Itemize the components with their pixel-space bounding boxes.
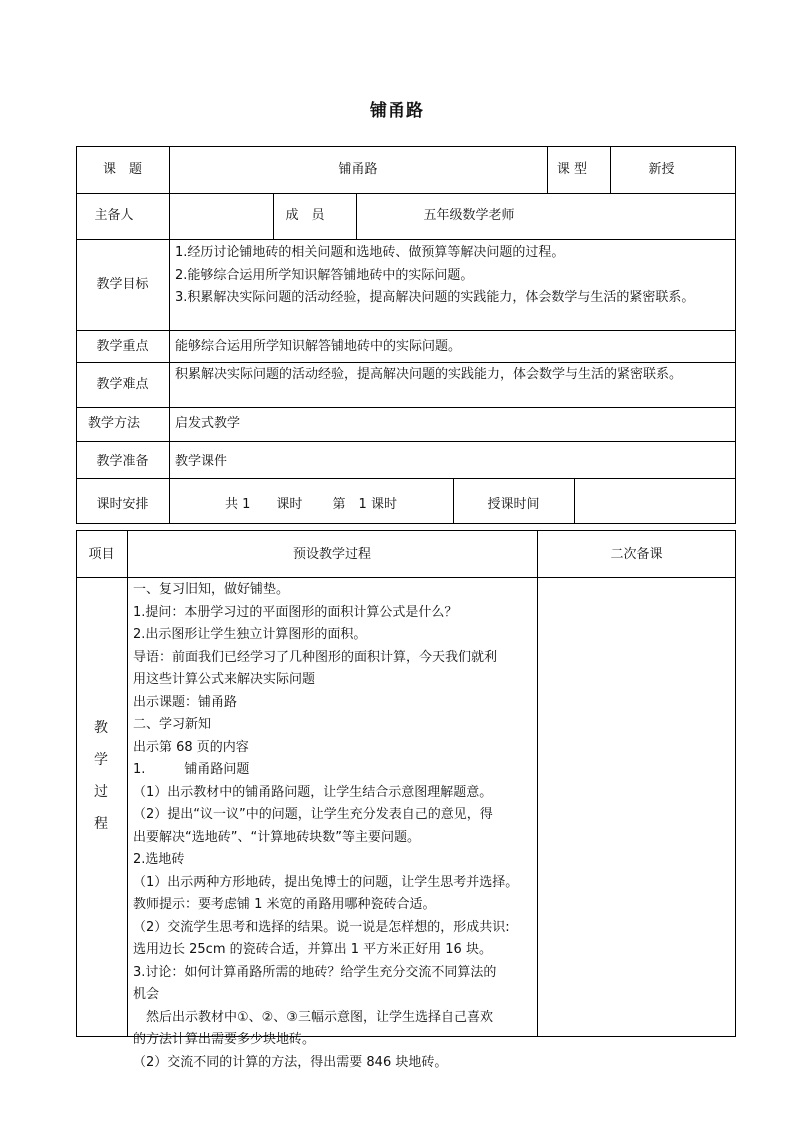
goal-item: 3.积累解决实际问题的活动经验，提高解决问题的实践能力，体会数学与生活的紧密联系。 xyxy=(175,290,695,305)
goals-list xyxy=(175,242,694,310)
process-line: 然后出示教材中①、②、③三幅示意图，让学生选择自己喜欢 xyxy=(133,1009,493,1025)
side-char: 过 xyxy=(94,784,108,800)
process-lines xyxy=(133,579,518,1074)
side-char: 学 xyxy=(94,752,108,768)
process-line: 教师提示：要考虑铺 1 米宽的甬路用哪种瓷砖合适。 xyxy=(133,897,436,912)
type-value: 新授 xyxy=(648,162,675,177)
process-line: （2）交流学生思考和选择的结果。说一说是怎样想的，形成共识: xyxy=(133,919,510,935)
method-text: 启发式教学 xyxy=(175,416,241,431)
prep-label: 教学准备 xyxy=(96,454,149,469)
process-line: 1.提问：本册学习过的平面图形的面积计算公式是什么？ xyxy=(133,604,458,620)
process-line: 2.出示图形让学生独立计算图形的面积。 xyxy=(133,627,367,642)
topic-value: 铺甬路 xyxy=(338,162,378,177)
process-line: （2）提出“议一议”中的问题，让学生充分发表自己的意见，得 xyxy=(133,807,493,822)
process-line: 出要解决“选地砖”、“计算地砖块数”等主要问题。 xyxy=(133,829,420,845)
process-line: 导语：前面我们已经学习了几种图形的面积计算，今天我们就利 xyxy=(133,649,498,665)
process-side-label xyxy=(81,712,121,840)
col-header-backup: 二次备课 xyxy=(610,547,663,562)
difficulty-text: 积累解决实际问题的活动经验，提高解决问题的实践能力，体会数学与生活的紧密联系。 xyxy=(175,367,683,382)
process-line: （1）出示教材中的铺甬路问题，让学生结合示意图理解题意。 xyxy=(133,784,493,800)
prep-text: 教学课件 xyxy=(175,454,228,469)
side-char: 程 xyxy=(94,816,108,832)
schedule-text: 共 1 课时 第 1 课时 xyxy=(225,497,397,512)
process-line: 用这些计算公式来解决实际问题 xyxy=(133,672,316,687)
difficulty-label: 教学难点 xyxy=(96,377,149,392)
process-line: 选用边长 25cm 的瓷砖合适，并算出 1 平方米正好用 16 块。 xyxy=(133,942,492,957)
process-line: 出示第 68 页的内容 xyxy=(133,739,249,755)
process-line: 3.讨论：如何计算甬路所需的地砖？给学生充分交流不同算法的 xyxy=(133,964,497,980)
process-line: 出示课题：铺甬路 xyxy=(133,694,238,710)
process-line: 机会 xyxy=(133,987,160,1002)
topic-label: 课 题 xyxy=(102,162,142,177)
goals-label: 教学目标 xyxy=(96,277,149,292)
col-header-item: 项目 xyxy=(88,547,115,562)
time-label: 授课时间 xyxy=(487,497,540,512)
process-line: 二、学习新知 xyxy=(133,717,212,732)
process-line: 一、复习旧知，做好铺垫。 xyxy=(133,582,290,597)
side-char: 教 xyxy=(94,720,108,736)
process-line: （1）出示两种方形地砖，提出兔博士的问题，让学生思考并选择。 xyxy=(133,874,519,890)
col-header-process: 预设教学过程 xyxy=(292,547,371,562)
process-line: 2.选地砖 xyxy=(133,852,185,867)
process-line: 1. 铺甬路问题 xyxy=(133,762,250,777)
goal-item: 1.经历讨论铺地砖的相关问题和选地砖、做预算等解决问题的过程。 xyxy=(175,245,565,260)
lead-label: 主备人 xyxy=(94,208,134,223)
type-label: 课 型 xyxy=(556,162,588,177)
method-label: 教学方法 xyxy=(87,416,140,431)
key-point-label: 教学重点 xyxy=(96,339,149,354)
members-label: 成 员 xyxy=(285,208,325,223)
goal-item: 2.能够综合运用所学知识解答铺地砖中的实际问题。 xyxy=(175,267,474,283)
page-title: 铺甬路 xyxy=(370,101,424,121)
members-value: 五年级数学老师 xyxy=(423,208,515,223)
process-line: 的方法计算出需要多少块地砖。 xyxy=(133,1032,316,1047)
schedule-label: 课时安排 xyxy=(96,497,149,512)
process-line: （2）交流不同的计算的方法，得出需要 846 块地砖。 xyxy=(133,1054,448,1070)
key-point-text: 能够综合运用所学知识解答铺地砖中的实际问题。 xyxy=(175,339,462,354)
